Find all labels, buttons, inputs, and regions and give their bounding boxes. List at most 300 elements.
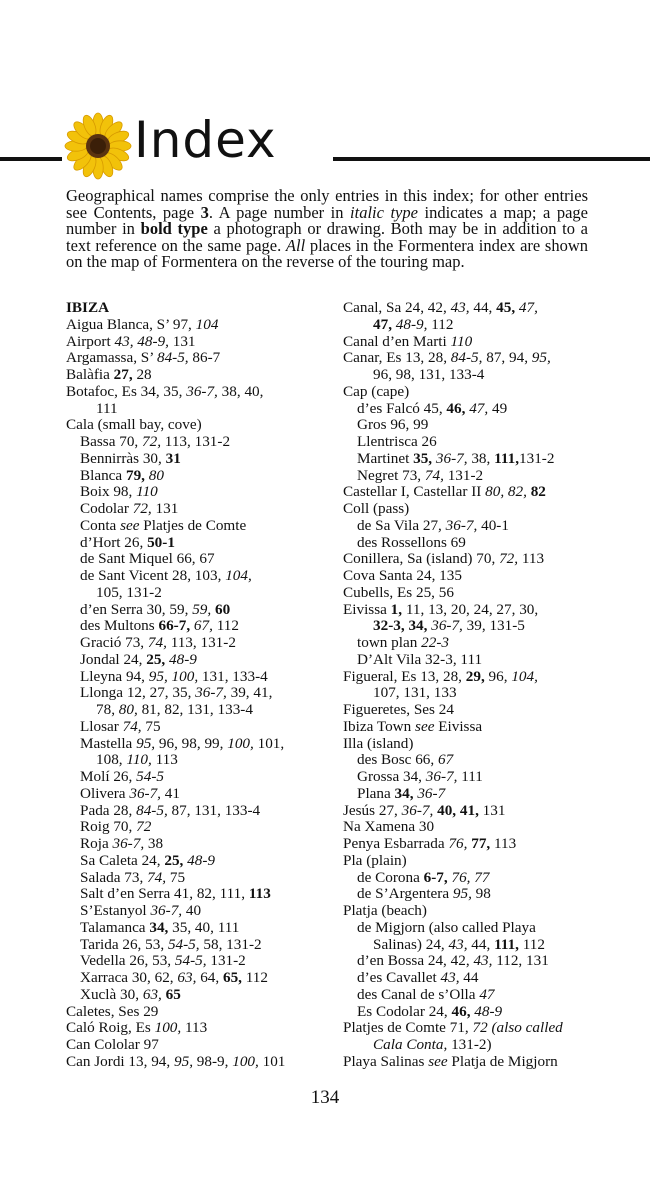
text-run: 46, xyxy=(451,1002,471,1020)
text-run: 36-7, xyxy=(435,449,468,467)
text-run: 36-7, xyxy=(150,902,183,919)
text-run: 6-7, xyxy=(423,868,448,886)
index-entry-continuation xyxy=(343,685,628,702)
index-subentry xyxy=(66,685,331,702)
text-run: Boix 98, xyxy=(80,483,137,501)
index-section-heading xyxy=(66,300,331,317)
text-run: 72 xyxy=(136,818,152,836)
text-run: 131-2 xyxy=(519,449,555,467)
index-subentry xyxy=(343,535,628,552)
index-entry xyxy=(343,903,628,920)
text-run: de Corona xyxy=(357,868,424,886)
text-run: d’Hort 26, xyxy=(80,533,148,551)
index-entry-continuation xyxy=(66,401,331,418)
title-rule-left xyxy=(0,157,62,161)
text-run: 84-5, xyxy=(156,349,189,367)
index-subentry xyxy=(343,401,628,418)
index-subentry xyxy=(66,836,331,853)
index-subentry xyxy=(343,518,628,535)
text-run: Salada 73, xyxy=(80,868,148,886)
text-run: Conillera, Sa (island) 70, xyxy=(343,550,500,568)
text-run: 63, xyxy=(177,969,197,986)
text-run: 84-5, xyxy=(450,349,483,367)
index-subentry xyxy=(343,752,628,769)
text-run: Balàfia xyxy=(66,366,114,383)
text-run: 81, 82, 131, 133-4 xyxy=(137,701,253,718)
text-run: 74, xyxy=(147,634,167,651)
text-run: 1, xyxy=(390,600,403,618)
text-run: 113 xyxy=(151,751,178,769)
text-run: 104, xyxy=(225,567,252,584)
text-run: 87, 94, xyxy=(482,349,532,367)
text-run: 95, xyxy=(531,349,551,367)
text-run: Cala Conta, xyxy=(373,1036,448,1053)
text-run: Castellar I, Castellar II xyxy=(343,483,486,501)
text-run: 112 xyxy=(427,315,454,333)
text-run: 29, xyxy=(465,667,485,685)
index-subentry xyxy=(343,970,628,987)
index-subentry xyxy=(66,870,331,887)
text-run: Vedella 26, 53, xyxy=(80,952,175,970)
text-run: 36-7, xyxy=(445,516,478,534)
text-run: Na Xamena 30 xyxy=(343,818,435,836)
text-run: Conta xyxy=(80,516,121,534)
text-run: Martinet xyxy=(357,449,414,467)
text-run: 72, xyxy=(142,433,161,450)
text-run: 76, 77 xyxy=(451,868,490,886)
text-run: 47, xyxy=(373,315,392,333)
text-run: Can Jordi 13, 94, xyxy=(66,1052,174,1070)
index-entry xyxy=(66,367,331,384)
index-subentry xyxy=(343,987,628,1004)
text-run: 54-5, xyxy=(174,952,207,970)
text-run: 25, xyxy=(146,650,166,668)
text-run: 112 xyxy=(212,617,239,635)
index-column-left xyxy=(66,300,331,1071)
text-run: 47, xyxy=(469,399,489,417)
index-entry xyxy=(343,568,628,585)
text-run: des Canal de s’Olla xyxy=(357,985,480,1003)
text-run: 44, xyxy=(469,299,497,316)
text-run: 65, xyxy=(222,969,242,986)
text-run: 131-2 xyxy=(443,466,484,484)
text-run: Playa Salinas xyxy=(343,1052,429,1070)
text-run: 100, xyxy=(227,734,254,752)
text-run: 43, xyxy=(440,969,460,986)
text-run: 48-9 xyxy=(169,650,197,668)
text-run: Roig 70, xyxy=(80,818,137,836)
text-run: Llonga 12, 27, 35, xyxy=(80,684,196,702)
index-subentry xyxy=(66,853,331,870)
text-run: 44 xyxy=(459,969,479,986)
index-subentry xyxy=(66,903,331,920)
text-run: 84-5, xyxy=(136,801,168,819)
text-run: 95, xyxy=(136,734,156,752)
text-run: Olivera xyxy=(80,784,130,802)
text-run: a photograph or drawing. Both may be in addition to a text reference on the same page. xyxy=(66,219,588,255)
text-run: Platjes de Comte 71, xyxy=(343,1019,473,1037)
text-run: Talamanca xyxy=(80,918,150,936)
text-run: 110 xyxy=(450,332,473,350)
text-run: Cubells, Es 25, 56 xyxy=(343,583,454,601)
text-run: 38 xyxy=(144,835,164,852)
text-run: Mastella xyxy=(80,734,137,752)
text-run: 112 xyxy=(518,935,545,953)
index-entry-continuation xyxy=(343,618,628,635)
text-run: 34, xyxy=(149,918,169,936)
text-run: Salinas) 24, xyxy=(373,935,449,953)
text-run: 82 xyxy=(530,483,546,501)
text-run: 43, xyxy=(473,952,493,970)
text-run: S’Estanyol xyxy=(80,902,151,919)
index-subentry xyxy=(343,870,628,887)
text-run: 77, xyxy=(471,835,491,852)
index-entry xyxy=(343,819,628,836)
text-run: 104 xyxy=(195,315,219,333)
text-run: 40-1 xyxy=(477,516,509,534)
index-entry-continuation xyxy=(343,317,628,334)
index-subentry xyxy=(66,803,331,820)
text-run: Llosar xyxy=(80,717,123,735)
text-run: 87, 131, 133-4 xyxy=(167,801,261,819)
index-column-right xyxy=(343,300,628,1071)
index-subentry xyxy=(66,987,331,1004)
text-run: 104, xyxy=(511,667,538,685)
text-run: Sa Caleta 24, xyxy=(80,851,165,869)
text-run: Illa (island) xyxy=(343,734,414,752)
text-run: 49 xyxy=(488,399,508,417)
index-subentry xyxy=(66,669,331,686)
text-run: Can Cololar 97 xyxy=(66,1036,159,1053)
index-subentry xyxy=(66,786,331,803)
page-number: 134 xyxy=(310,1087,340,1108)
text-run: 43, xyxy=(448,935,468,953)
text-run: 63, xyxy=(142,985,162,1003)
index-subentry xyxy=(66,886,331,903)
text-run: 54-5 xyxy=(136,768,164,785)
text-run: Aigua Blanca, S’ 97, xyxy=(66,315,196,333)
index-subentry xyxy=(343,953,628,970)
text-run: de Sa Vila 27, xyxy=(357,516,446,534)
index-subentry xyxy=(66,937,331,954)
index-entry-continuation xyxy=(66,585,331,602)
text-run: . A page number in xyxy=(208,202,351,222)
text-run: Platja de Migjorn xyxy=(447,1052,558,1070)
text-run: Bassa 70, xyxy=(80,433,143,450)
index-subentry xyxy=(343,468,628,485)
index-entry xyxy=(343,702,628,719)
text-run: Xuclà 30, xyxy=(80,985,143,1003)
text-run: 48-9, xyxy=(395,315,428,333)
index-subentry xyxy=(343,920,628,937)
index-subentry xyxy=(66,568,331,585)
text-run: 112, 131 xyxy=(492,952,549,970)
index-subentry xyxy=(66,484,331,501)
text-run: see xyxy=(120,516,140,534)
index-entry-continuation xyxy=(343,937,628,954)
text-run: 34, xyxy=(394,784,414,802)
text-run: 79, xyxy=(125,466,145,484)
text-run: 95, 100, xyxy=(148,667,199,685)
text-run: 38, 40, xyxy=(217,382,264,400)
text-run: 107, 131, 133 xyxy=(373,684,457,702)
index-entry xyxy=(343,836,628,853)
text-run: 74, xyxy=(147,868,167,886)
index-entry xyxy=(66,1037,331,1054)
index-entry xyxy=(343,853,628,870)
index-subentry xyxy=(66,434,331,451)
text-run: 39, 131-5 xyxy=(462,617,525,635)
text-run: 98-9, xyxy=(192,1052,233,1070)
text-run: 80 xyxy=(148,466,164,484)
title-rule-right xyxy=(333,157,650,161)
text-run: Canal, Sa 24, 42, xyxy=(343,299,451,316)
text-run: 131 xyxy=(168,332,196,350)
text-run: Eivissa xyxy=(343,600,391,618)
index-subentry xyxy=(343,434,628,451)
index-entry-continuation xyxy=(343,1037,628,1054)
index-subentry xyxy=(66,719,331,736)
text-run: des Multons xyxy=(80,617,159,635)
text-run: Geographical names comprise the only entries in this index; for other entries see Contents, page xyxy=(66,186,588,222)
text-run: 11, 13, 20, 24, 27, 30, xyxy=(402,600,539,618)
index-entry xyxy=(66,1004,331,1021)
text-run: Botafoc, Es 34, 35, xyxy=(66,382,187,400)
text-run: 111 xyxy=(96,399,118,417)
text-run: 40, xyxy=(437,801,457,819)
text-run: 110, xyxy=(126,751,152,769)
text-run: Blanca xyxy=(80,466,126,484)
text-run: des Rossellons 69 xyxy=(357,533,466,551)
text-run: Jondal 24, xyxy=(80,650,147,668)
text-run: Ibiza Town xyxy=(343,717,416,735)
text-run: Caló Roig, Es xyxy=(66,1019,155,1037)
index-subentry xyxy=(343,886,628,903)
index-subentry xyxy=(66,736,331,753)
text-run: 36-7, xyxy=(186,382,218,400)
text-run: 96, 98, 99, xyxy=(155,734,228,752)
index-entry xyxy=(343,501,628,518)
index-subentry xyxy=(66,602,331,619)
index-subentry xyxy=(66,819,331,836)
text-run: 101, xyxy=(253,734,285,752)
text-run: de Sant Vicent 28, 103, xyxy=(80,567,226,584)
index-subentry xyxy=(66,535,331,552)
text-run: Cap (cape) xyxy=(343,382,410,400)
index-subentry xyxy=(66,953,331,970)
text-run: 78, xyxy=(96,701,119,718)
text-run: 72, xyxy=(499,550,519,568)
text-run: Penya Esbarrada xyxy=(343,835,449,852)
text-run: Canal d’en Marti xyxy=(343,332,451,350)
text-run: 66-7, xyxy=(158,617,191,635)
index-entry xyxy=(66,1020,331,1037)
text-run: 113 xyxy=(490,835,517,852)
text-run: 47, xyxy=(518,299,538,316)
index-entry xyxy=(343,350,628,367)
text-run: 36-7 xyxy=(417,784,446,802)
text-run: 36-7, xyxy=(401,801,434,819)
text-run: 40 xyxy=(182,902,202,919)
text-run: d’en Serra 30, 59, xyxy=(80,600,193,618)
text-run: 75 xyxy=(141,717,161,735)
text-run: Roja xyxy=(80,835,113,852)
index-subentry xyxy=(343,635,628,652)
index-subentry xyxy=(66,501,331,518)
text-run: 105, 131-2 xyxy=(96,583,162,601)
text-run: Xarraca 30, 62, xyxy=(80,969,178,986)
index-subentry xyxy=(66,618,331,635)
text-run: Llentrisca 26 xyxy=(357,433,437,450)
text-run: Pla (plain) xyxy=(343,851,407,869)
text-run: 74, xyxy=(122,717,142,735)
text-run: 35, xyxy=(413,449,433,467)
text-run: 46, xyxy=(446,399,466,417)
text-run: Figueretes, Ses 24 xyxy=(343,701,454,718)
text-run: 45, xyxy=(496,299,516,316)
index-entry xyxy=(66,317,331,334)
text-run: 41 xyxy=(160,784,180,802)
text-run: Platja (beach) xyxy=(343,902,427,919)
text-run: 43, xyxy=(450,299,470,316)
text-run: de S’Argentera xyxy=(357,885,453,903)
index-entry xyxy=(343,736,628,753)
index-entry xyxy=(343,384,628,401)
text-run: 111, xyxy=(494,935,519,953)
index-entry xyxy=(66,334,331,351)
text-run: 96, xyxy=(484,667,512,685)
text-run: Canar, Es 13, 28, xyxy=(343,349,451,367)
text-run: 67, xyxy=(193,617,213,635)
text-run: Platjes de Comte xyxy=(139,516,247,534)
index-entry xyxy=(66,1054,331,1071)
index-entry xyxy=(66,384,331,401)
text-run: 80, xyxy=(118,701,138,718)
index-entry xyxy=(343,484,628,501)
text-run: 36-7, xyxy=(195,684,227,702)
index-subentry xyxy=(66,518,331,535)
text-run: 36-7, xyxy=(431,617,463,635)
text-run: 74, xyxy=(424,466,444,484)
text-run: 48-9 xyxy=(187,851,215,869)
text-run: Lleyna 94, xyxy=(80,667,149,685)
page-title: Index xyxy=(134,111,277,169)
index-entry xyxy=(343,803,628,820)
text-run: 36-7, xyxy=(129,784,161,802)
text-run: Airport xyxy=(66,332,115,350)
index-entry-continuation xyxy=(66,752,331,769)
text-run: Molí 26, xyxy=(80,768,137,785)
text-run: 111 xyxy=(457,768,483,785)
text-run: 72, xyxy=(132,500,152,517)
text-run: Argamassa, S’ xyxy=(66,349,157,367)
text-run: places in the Formentera index are shown on the map of Formentera on the reverse of the touring map. xyxy=(66,235,588,272)
index-subentry xyxy=(343,417,628,434)
text-run: Pada 28, xyxy=(80,801,137,819)
text-run: 100, xyxy=(232,1052,259,1070)
sunflower-icon xyxy=(64,112,132,180)
text-run: 72 (also called xyxy=(472,1019,563,1037)
text-run: 36-7, xyxy=(112,835,145,852)
text-run: Plana xyxy=(357,784,395,802)
text-run: 31 xyxy=(165,449,181,467)
index-entry xyxy=(343,669,628,686)
index-subentry xyxy=(343,786,628,803)
text-run: 35, 40, 111 xyxy=(168,918,240,936)
text-run: 131 xyxy=(151,500,179,517)
text-run: 96, 98, 131, 133-4 xyxy=(373,366,485,383)
text-run: de Sant Miquel 66, 67 xyxy=(80,550,215,568)
index-entry xyxy=(343,1020,628,1037)
index-entry xyxy=(343,585,628,602)
text-run: Tarida 26, 53, xyxy=(80,935,168,953)
text-run: 3 xyxy=(200,202,209,222)
text-run: Figueral, Es 13, 28, xyxy=(343,667,466,685)
text-run: 113 xyxy=(248,885,271,903)
index-entry xyxy=(343,602,628,619)
index-entry xyxy=(343,1054,628,1071)
text-run: italic type xyxy=(350,202,418,222)
text-run: Grossa 34, xyxy=(357,768,426,785)
index-entry xyxy=(343,551,628,568)
text-run: 95, xyxy=(174,1052,193,1070)
text-run: 28 xyxy=(132,366,152,383)
text-run: 59, xyxy=(192,600,212,618)
text-run: 48-9 xyxy=(474,1002,503,1020)
text-run: 131, 133-4 xyxy=(198,667,268,685)
intro-paragraph xyxy=(66,188,588,271)
text-run: d’es Falcó 45, xyxy=(357,399,447,417)
index-entry xyxy=(66,417,331,434)
text-run: 47 xyxy=(479,985,495,1003)
text-run: de Migjorn (also called Playa xyxy=(357,918,536,936)
text-run: Coll (pass) xyxy=(343,500,410,517)
text-run: 110 xyxy=(136,483,158,501)
text-run: 101 xyxy=(258,1052,286,1070)
index-subentry xyxy=(66,451,331,468)
index-entry-continuation xyxy=(66,702,331,719)
text-run: 38, xyxy=(467,449,495,467)
text-run: 100, xyxy=(154,1019,182,1037)
text-run: Bennirràs 30, xyxy=(80,449,166,467)
text-run: Salt d’en Serra 41, 82, 111, xyxy=(80,885,249,903)
text-run: 113, 131-2 xyxy=(161,433,231,450)
index-subentry xyxy=(66,468,331,485)
text-run: 111, xyxy=(494,449,519,467)
text-run: Caletes, Ses 29 xyxy=(66,1002,159,1020)
index-subentry xyxy=(343,652,628,669)
text-run: Negret 73, xyxy=(357,466,425,484)
text-run: IBIZA xyxy=(66,299,110,316)
index-entry xyxy=(343,719,628,736)
text-run: D’Alt Vila 32-3, 111 xyxy=(357,650,483,668)
text-run: see xyxy=(428,1052,448,1070)
text-run: Gros 96, 99 xyxy=(357,416,429,434)
text-run: d’es Cavallet xyxy=(357,969,441,986)
text-run: 76, xyxy=(448,835,468,852)
index-entry xyxy=(343,334,628,351)
text-run: 67 xyxy=(438,751,454,769)
text-run: 44, xyxy=(467,935,495,953)
text-run: Gració 73, xyxy=(80,634,148,651)
index-subentry xyxy=(66,635,331,652)
text-run: 64, xyxy=(196,969,223,986)
index-subentry xyxy=(66,769,331,786)
text-run: Jesús 27, xyxy=(343,801,402,819)
index-subentry xyxy=(66,551,331,568)
index-subentry xyxy=(66,652,331,669)
index-subentry xyxy=(66,920,331,937)
